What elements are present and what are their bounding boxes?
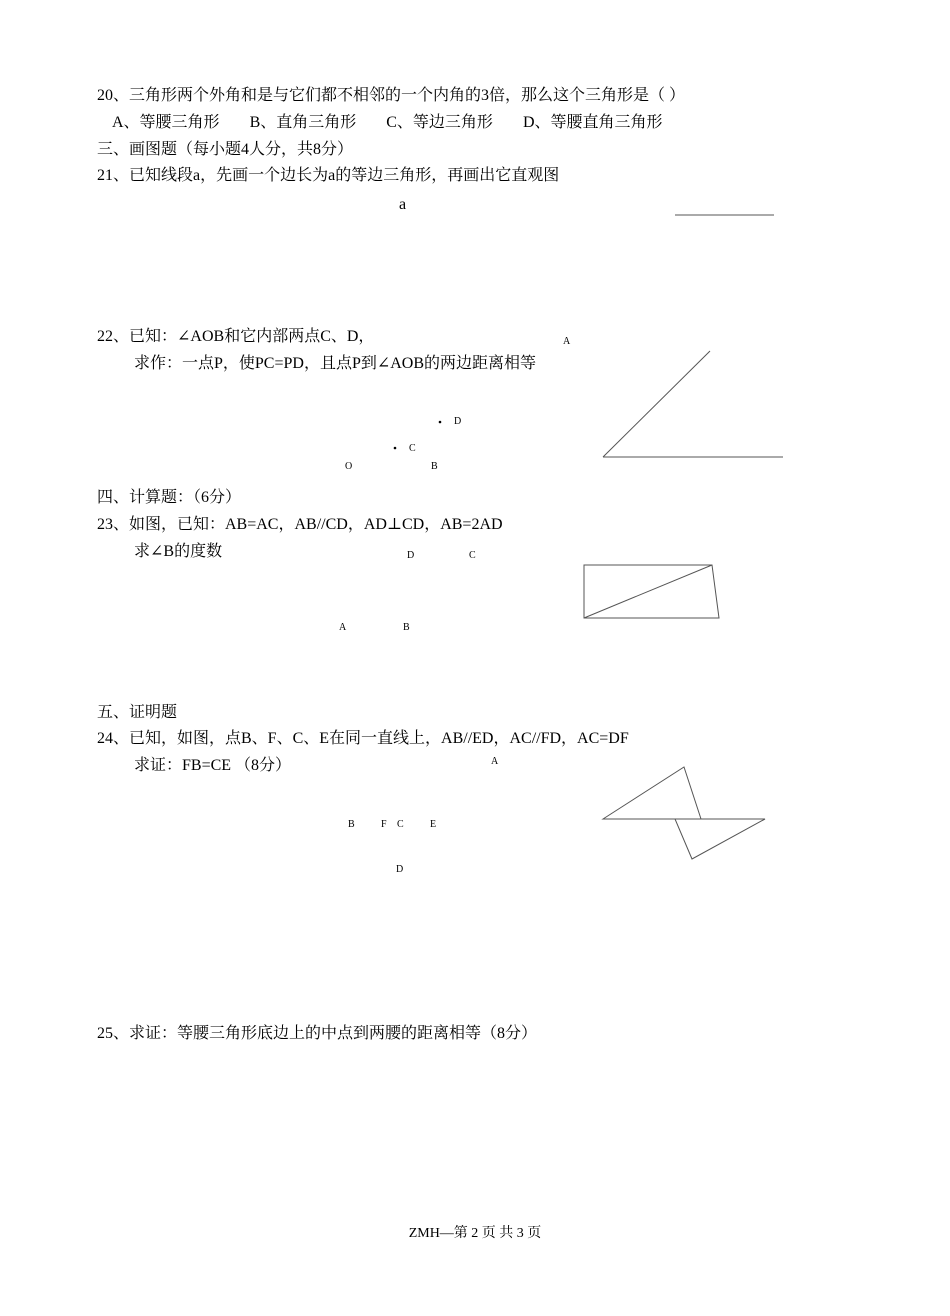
q24-label-b: B (348, 819, 355, 830)
section-4-title: 四、计算题：（6分） (97, 489, 242, 506)
q24-given: 24、已知，如图，点B、F、C、E在同一直线上，AB//ED，AC//FD，AC=DF (97, 730, 629, 747)
q24-label-c: C (397, 819, 404, 830)
q24-label-a: A (491, 756, 499, 767)
q22-label-o: O (345, 461, 353, 472)
q20-option-b: B、直角三角形 (249, 114, 357, 131)
q22-construct: 求作：一点P，使PC=PD，且点P到∠AOB的两边距离相等 (134, 355, 537, 372)
q24-prove: 求证：FB=CE （8分） (134, 757, 292, 774)
q24-label-d: D (396, 864, 404, 875)
q23-given: 23、如图，已知：AB=AC，AB//CD，AD⊥CD，AB=2AD (97, 516, 503, 533)
q23-label-b: B (403, 622, 410, 633)
q24-triangle-dfe (675, 819, 765, 859)
q20-option-d: D、等腰直角三角形 (522, 114, 663, 131)
q22-label-c: C (409, 443, 416, 454)
q25-text: 25、求证：等腰三角形底边上的中点到两腰的距离相等（8分） (97, 1025, 538, 1042)
q22-ray-oa (603, 351, 710, 457)
q20-text: 20、三角形两个外角和是与它们都不相邻的一个内角的3倍，那么这个三角形是（ ） (97, 87, 686, 104)
q23-find: 求∠B的度数 (134, 543, 223, 560)
q23-label-c: C (469, 550, 476, 561)
q24-label-e: E (430, 819, 437, 830)
q20-option-a: A、等腰三角形 (112, 114, 220, 131)
q22-point-c (394, 447, 397, 450)
q20-option-c: C、等边三角形 (386, 114, 493, 131)
q23-label-a: A (339, 622, 347, 633)
q23-diagonal (584, 565, 712, 618)
page-footer: ZMH—第 2 页 共 3 页 (408, 1226, 542, 1241)
section-5-title: 五、证明题 (97, 704, 178, 721)
section-3-title: 三、画图题（每小题4人分，共8分） (97, 141, 354, 158)
q23-label-d: D (407, 550, 415, 561)
q22-label-b: B (431, 461, 438, 472)
q22-given: 22、已知：∠AOB和它内部两点C、D， (97, 328, 375, 345)
q21-segment-label: a (399, 196, 407, 213)
q22-point-d (439, 421, 442, 424)
q24-triangle-abc (603, 767, 701, 819)
q22-label-d: D (454, 416, 462, 427)
q21-text: 21、已知线段a，先画一个边长为a的等边三角形，再画出它直观图 (97, 167, 560, 184)
q24-label-f: F (381, 819, 387, 830)
q22-label-a: A (563, 336, 571, 347)
